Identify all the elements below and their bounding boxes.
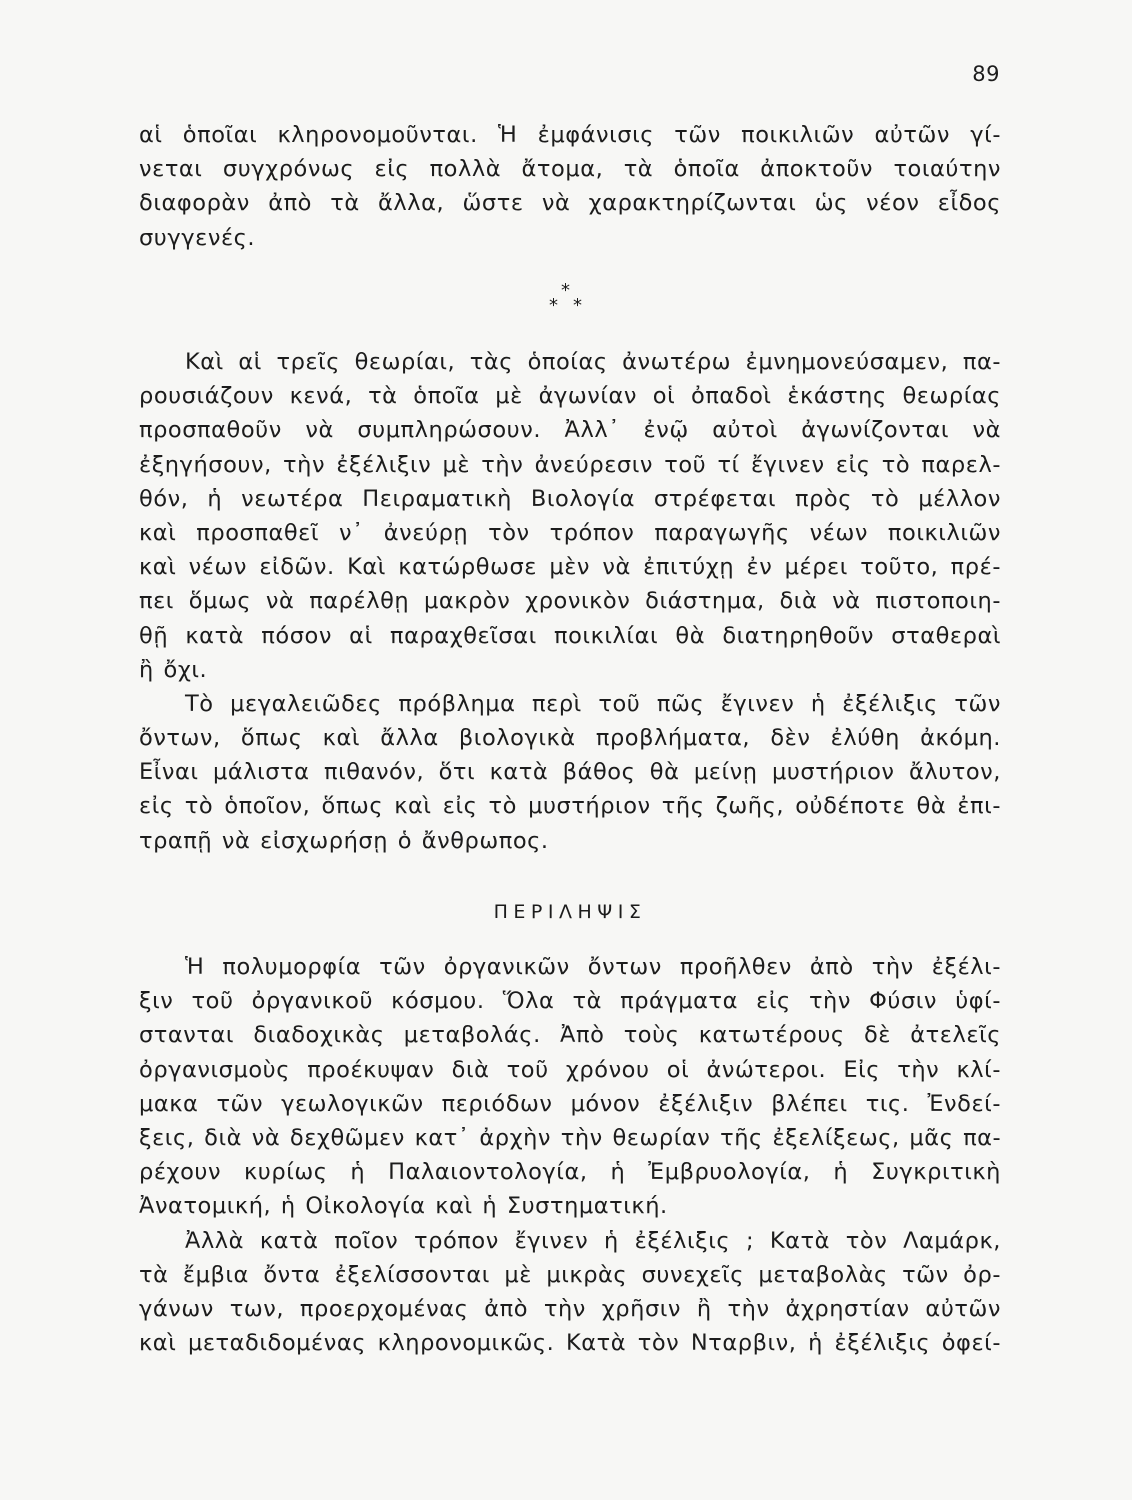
text-line: καὶ νέων εἰδῶν. Καὶ κατώρθωσε μὲν νὰ ἐπιτύχῃ ἐν μέρει τοῦτο, πρέ- — [139, 554, 1001, 581]
text-line: ρέχουν κυρίως ἡ Παλαιοντολογία, ἡ Ἐμβρυολογία, ἡ Συγκριτικὴ — [139, 1159, 1001, 1186]
text-line: Τὸ μεγαλειῶδες πρόβλημα περὶ τοῦ πῶς ἔγινεν ἡ ἐξέλιξις τῶν — [185, 690, 1001, 717]
text-line: Ἀλλὰ κατὰ ποῖον τρόπον ἔγινεν ἡ ἐξέλιξις ; Κατὰ τὸν Λαμάρκ, — [185, 1227, 1001, 1254]
text-line: καὶ μεταδιδομένας κληρονομικῶς. Κατὰ τὸν Νταρβιν, ἡ ἐξέλιξις ὀφεί- — [139, 1330, 1001, 1357]
summary-body — [139, 950, 1001, 1360]
text-line: τραπῇ νὰ εἰσχωρήσῃ ὁ ἄνθρωπος. — [139, 827, 549, 854]
text-line: ὄντων, ὅπως καὶ ἄλλα βιολογικὰ προβλήματα, δὲν ἐλύθη ἀκόμη. — [139, 725, 1001, 752]
section-heading-summary: ΠΕΡΙΛΗΨΙΣ — [493, 901, 647, 923]
text-line: Καὶ αἱ τρεῖς θεωρίαι, τὰς ὁποίας ἀνωτέρω ἐμνημονεύσαμεν, πα- — [185, 349, 1001, 375]
asterism-divider — [549, 280, 585, 319]
text-line: ξεις, διὰ νὰ δεχθῶμεν κατ᾽ ἀρχὴν τὴν θεωρίαν τῆς ἐξελίξεως, μᾶς πα- — [139, 1124, 1002, 1151]
text-line: ἐξηγήσουν, τὴν ἐξέλιξιν μὲ τὴν ἀνεύρεσιν τοῦ τί ἔγινεν εἰς τὸ παρελ- — [139, 451, 1001, 478]
text-line: πει ὅμως νὰ παρέλθῃ μακρὸν χρονικὸν διάστημα, διὰ νὰ πιστοποιη- — [139, 588, 1001, 615]
text-line: ξιν τοῦ ὀργανικοῦ κόσμου. Ὅλα τὰ πράγματα εἰς τὴν Φύσιν ὑφί- — [139, 988, 1001, 1015]
text-line: ρουσιάζουν κενά, τὰ ὁποῖα μὲ ἀγωνίαν οἱ ὀπαδοὶ ἑκάστης θεωρίας — [139, 383, 1001, 410]
text-line: ὀργανισμοὺς προέκυψαν διὰ τοῦ χρόνου οἱ ἀνώτεροι. Εἰς τὴν κλί- — [139, 1056, 1001, 1083]
paragraph-continued — [139, 118, 1001, 255]
page-number: 89 — [972, 62, 1000, 86]
text-line: αἱ ὁποῖαι κληρονομοῦνται. Ἡ ἐμφάνισις τῶν ποικιλιῶν αὐτῶν γί- — [139, 122, 1001, 148]
text-line: τὰ ἔμβια ὄντα ἐξελίσσονται μὲ μικρὰς συνεχεῖς μεταβολὰς τῶν ὀρ- — [139, 1261, 1001, 1288]
text-line: εἰς τὸ ὁποῖον, ὅπως καὶ εἰς τὸ μυστήριον τῆς ζωῆς, οὐδέποτε θὰ ἐπι- — [139, 793, 1001, 820]
text-line: στανται διαδοχικὰς μεταβολάς. Ἀπὸ τοὺς κατωτέρους δὲ ἀτελεῖς — [139, 1022, 1001, 1049]
asterism-star: * — [561, 280, 570, 301]
text-line: Ἡ πολυμορφία τῶν ὀργανικῶν ὄντων προῆλθεν ἀπὸ τὴν ἐξέλι- — [185, 954, 1001, 980]
asterism-star: * — [549, 295, 558, 316]
text-line: διαφορὰν ἀπὸ τὰ ἄλλα, ὥστε νὰ χαρακτηρίζωνται ὡς νέον εἶδος — [139, 190, 1001, 217]
text-line: Εἶναι μάλιστα πιθανόν, ὅτι κατὰ βάθος θὰ μείνῃ μυστήριον ἄλυτον, — [139, 759, 1001, 786]
text-line: ἢ ὄχι. — [139, 656, 208, 683]
asterism-star: * — [573, 295, 582, 316]
text-line: καὶ προσπαθεῖ ν᾽ ἀνεύρῃ τὸν τρόπον παραγωγῆς νέων ποικιλιῶν — [139, 519, 1001, 546]
text-line: Ἀνατομική, ἡ Οἰκολογία καὶ ἡ Συστηματική. — [139, 1193, 668, 1220]
text-line: συγγενές. — [139, 224, 256, 251]
text-line: θῇ κατὰ πόσον αἱ παραχθεῖσαι ποικιλίαι θὰ διατηρηθοῦν σταθεραὶ — [139, 622, 1001, 649]
text-line: νεται συγχρόνως εἰς πολλὰ ἄτομα, τὰ ὁποῖα ἀποκτοῦν τοιαύτην — [139, 156, 1001, 183]
section-body — [139, 345, 1001, 858]
text-line: θόν, ἡ νεωτέρα Πειραματικὴ Βιολογία στρέφεται πρὸς τὸ μέλλον — [139, 485, 1001, 512]
text-line: γάνων των, προερχομένας ἀπὸ τὴν χρῆσιν ἢ τὴν ἀχρηστίαν αὐτῶν — [139, 1295, 1001, 1322]
text-line: μακα τῶν γεωλογικῶν περιόδων μόνον ἐξέλιξιν βλέπει τις. Ἐνδεί- — [139, 1090, 1001, 1117]
text-line: προσπαθοῦν νὰ συμπληρώσουν. Ἀλλ᾽ ἐνῷ αὐτοὶ ἀγωνίζονται νὰ — [139, 417, 1001, 444]
